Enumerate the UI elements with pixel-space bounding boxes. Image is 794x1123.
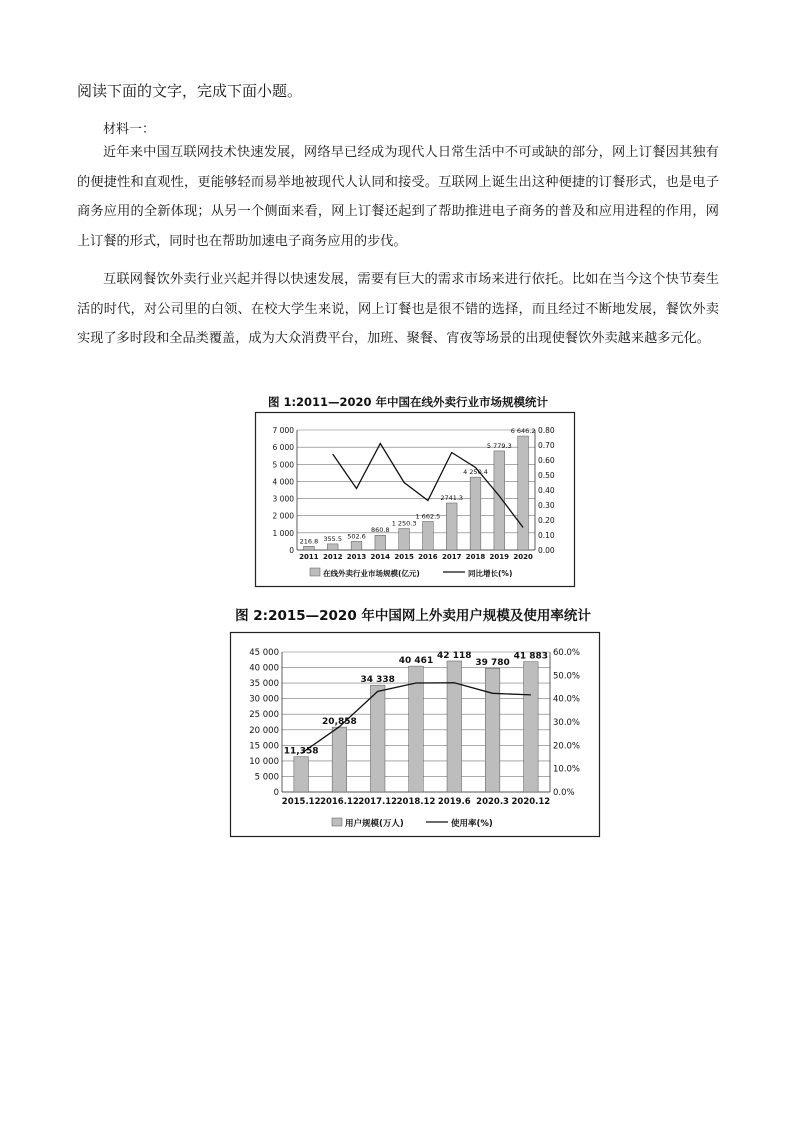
y-right-tick-label: 0.10 bbox=[538, 531, 555, 540]
x-tick-label: 2016.12 bbox=[320, 797, 359, 807]
bar bbox=[447, 661, 462, 792]
y-left-tick-label: 3 000 bbox=[272, 494, 294, 504]
bar bbox=[294, 757, 309, 792]
bar-value-label: 20,858 bbox=[322, 717, 357, 728]
x-tick-label: 2015.12 bbox=[281, 797, 321, 807]
bar bbox=[524, 662, 539, 792]
legend-line-label: 同比增长(%) bbox=[468, 569, 513, 578]
bar-value-label: 502.6 bbox=[347, 532, 366, 541]
x-tick-label: 2019 bbox=[489, 553, 510, 561]
x-tick-label: 2012 bbox=[322, 553, 343, 561]
y-right-tick-label: 30.0% bbox=[553, 718, 581, 728]
reading-instruction: 阅读下面的文字，完成下面小题。 bbox=[77, 82, 303, 100]
bar bbox=[332, 727, 347, 792]
bar bbox=[327, 544, 338, 550]
y-left-tick-label: 40 000 bbox=[249, 663, 279, 674]
x-tick-label: 2017 bbox=[441, 553, 462, 561]
bar-value-label: 5 779.3 bbox=[486, 441, 512, 450]
y-right-tick-label: 60.0% bbox=[553, 648, 581, 658]
x-tick-label: 2020 bbox=[513, 553, 533, 561]
x-tick-label: 2020.3 bbox=[476, 797, 509, 807]
bar bbox=[399, 529, 410, 550]
x-tick-label: 2014 bbox=[370, 553, 391, 561]
bar bbox=[423, 522, 434, 551]
legend-bar-swatch bbox=[332, 818, 342, 826]
y-left-tick-label: 5 000 bbox=[272, 460, 294, 470]
bar-value-label: 216.8 bbox=[299, 537, 319, 546]
bar bbox=[470, 477, 481, 550]
y-right-tick-label: 0.30 bbox=[538, 501, 555, 510]
bar bbox=[370, 685, 385, 792]
x-tick-label: 2011 bbox=[299, 553, 319, 561]
legend-bar-label: 在线外卖行业市场规模(亿元) bbox=[323, 569, 420, 578]
y-left-tick-label: 4 000 bbox=[272, 477, 294, 487]
legend-bar-label: 用户规模(万人) bbox=[345, 819, 404, 829]
bar-value-label: 11,358 bbox=[283, 746, 319, 757]
bar bbox=[351, 541, 362, 550]
y-left-tick-label: 30 000 bbox=[249, 694, 279, 705]
bar-value-label: 4 250.4 bbox=[463, 468, 488, 477]
x-tick-label: 2020.12 bbox=[511, 797, 551, 807]
bar bbox=[485, 668, 500, 792]
chart-1 bbox=[255, 412, 575, 587]
y-left-tick-label: 10 000 bbox=[249, 756, 279, 767]
y-right-tick-label: 0.60 bbox=[538, 456, 555, 465]
bar-value-label: 860.8 bbox=[370, 526, 390, 535]
paragraph-2: 互联网餐饮外卖行业兴起并得以快速发展，需要有巨大的需求市场来进行依托。比如在当今这个快节奏生活的时代，对公司里的白领、在校大学生来说，网上订餐也是很不错的选择，而且经过不断地发展，餐饮外卖实现了多时段和全品类覆盖，成为大众消费平台，加班、聚餐、宵夜等场景的出现使餐饮外卖越来越多元化。 bbox=[77, 272, 719, 346]
y-right-tick-label: 0.20 bbox=[538, 516, 555, 525]
y-right-tick-label: 40.0% bbox=[553, 694, 581, 705]
x-tick-label: 2018 bbox=[465, 553, 486, 561]
y-right-tick-label: 0.80 bbox=[538, 426, 555, 435]
bar-value-label: 2741.3 bbox=[440, 494, 464, 503]
bar bbox=[446, 503, 457, 550]
y-right-tick-label: 0.50 bbox=[538, 471, 555, 480]
bar-value-label: 42 118 bbox=[437, 650, 472, 661]
x-tick-label: 2017.12 bbox=[358, 797, 398, 807]
bar-value-label: 34 338 bbox=[360, 675, 395, 686]
x-tick-label: 2016 bbox=[418, 553, 438, 561]
bar-value-label: 355.5 bbox=[323, 534, 343, 543]
y-right-tick-label: 20.0% bbox=[553, 741, 581, 752]
y-left-tick-label: 35 000 bbox=[249, 679, 279, 690]
bar bbox=[518, 436, 529, 550]
y-left-tick-label: 25 000 bbox=[249, 710, 279, 721]
chart-2-title: 图 2:2015—2020 年中国网上外卖用户规模及使用率统计 bbox=[235, 608, 591, 624]
material-label: 材料一： bbox=[103, 122, 156, 137]
y-left-tick-label: 2 000 bbox=[272, 511, 294, 521]
y-left-tick-label: 0 bbox=[289, 546, 294, 555]
y-left-tick-label: 15 000 bbox=[249, 741, 279, 752]
y-right-tick-label: 10.0% bbox=[553, 764, 581, 775]
y-left-tick-label: 5 000 bbox=[254, 772, 279, 783]
bar-value-label: 1 250.3 bbox=[391, 519, 417, 528]
x-tick-label: 2019.6 bbox=[437, 797, 471, 807]
y-right-tick-label: 0.0% bbox=[553, 788, 575, 798]
y-right-tick-label: 0.70 bbox=[538, 441, 555, 450]
y-left-tick-label: 6 000 bbox=[272, 443, 294, 453]
bar bbox=[409, 666, 424, 792]
legend-line-label: 使用率(%) bbox=[451, 819, 493, 829]
y-left-tick-label: 45 000 bbox=[249, 648, 279, 658]
bar-value-label: 39 780 bbox=[475, 658, 510, 669]
paragraph-1: 近年来中国互联网技术快速发展，网络早已经成为现代人日常生活中不可或缺的部分，网上订餐因其独有的便捷性和直观性，更能够轻而易举地被现代人认同和接受。互联网上诞生出这种便捷的订餐形式，也是电子商务应用的全新体现；从另一个侧面来看，网上订餐还起到了帮助推进电子商务的普及和应用进程的作用，网上订餐的形式，同时也在帮助加速电子商务应用的步伐。 bbox=[77, 145, 719, 249]
chart-1-title: 图 1:2011—2020 年中国在线外卖行业市场规模统计 bbox=[267, 395, 549, 409]
x-tick-label: 2018.12 bbox=[396, 797, 436, 807]
y-right-tick-label: 0.40 bbox=[538, 486, 555, 495]
y-right-tick-label: 0.00 bbox=[538, 546, 555, 555]
y-left-tick-label: 1 000 bbox=[272, 528, 294, 538]
bar-value-label: 6 646.2 bbox=[510, 427, 536, 436]
y-left-tick-label: 20 000 bbox=[249, 725, 279, 736]
bar-value-label: 40 461 bbox=[398, 656, 434, 667]
bar-value-label: 41 883 bbox=[513, 651, 549, 662]
bar bbox=[375, 535, 386, 550]
x-tick-label: 2013 bbox=[346, 553, 367, 561]
y-right-tick-label: 50.0% bbox=[553, 671, 581, 682]
y-left-tick-label: 0 bbox=[273, 788, 279, 798]
x-tick-label: 2015 bbox=[394, 553, 414, 561]
y-left-tick-label: 7 000 bbox=[272, 426, 294, 435]
chart-2 bbox=[230, 632, 600, 837]
bar bbox=[304, 546, 315, 550]
legend-bar-swatch bbox=[310, 568, 320, 576]
bar-value-label: 1 662.5 bbox=[415, 512, 441, 521]
